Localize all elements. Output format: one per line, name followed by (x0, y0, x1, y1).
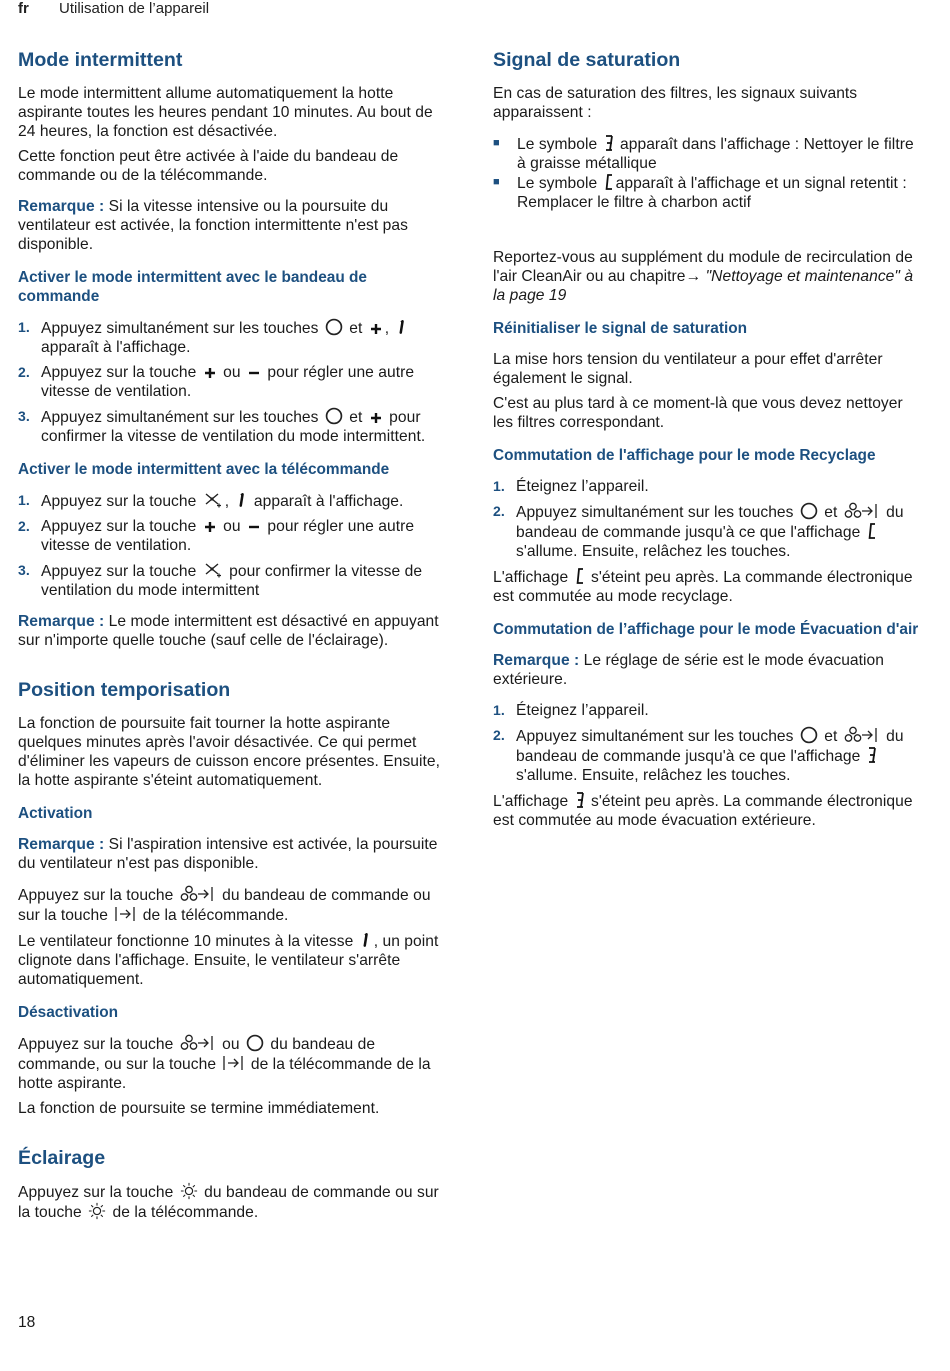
page-number: 18 (18, 1314, 36, 1331)
step-text: Appuyez sur la touche (41, 563, 197, 580)
list-item (18, 363, 450, 401)
page-header (18, 0, 209, 17)
delay-remote-icon (222, 1054, 244, 1072)
subheading-control-panel: Activer le mode intermittent avec le bandeau de commande (18, 269, 367, 305)
text: L'affichage (493, 569, 569, 586)
text: Le ventilateur fonctionne 10 minutes à la vitesse (18, 933, 354, 950)
list-item (493, 701, 925, 720)
paragraph (493, 248, 925, 305)
text: de la télécommande de la hotte aspirante. (18, 1056, 431, 1092)
step-number: 2. (18, 364, 30, 380)
right-column (493, 48, 925, 836)
text: Appuyez sur la touche (18, 1036, 174, 1053)
fan-delay-icon (844, 502, 880, 520)
text: Appuyez sur la touche (18, 1184, 174, 1201)
section-title-intermittent: Mode intermittent (18, 49, 183, 71)
intermittent-fan-icon (203, 491, 223, 509)
power-circle-icon (246, 1034, 264, 1052)
step-text: et (349, 320, 363, 337)
spacer (18, 656, 450, 678)
section-title-lighting: Éclairage (18, 1147, 106, 1169)
step-text: Appuyez sur la touche (41, 518, 197, 535)
paragraph: En cas de saturation des filtres, les signaux suivants apparaissent : (493, 85, 858, 121)
plus-icon (369, 322, 383, 336)
step-number: 1. (493, 478, 505, 494)
subheading-activation: Activation (18, 805, 93, 822)
list-item (493, 726, 925, 785)
step-text: du bandeau de commande jusqu'à ce que l'affichage (516, 728, 904, 765)
step-text: Éteignez l’appareil. (516, 478, 649, 495)
arrow-icon: → (685, 268, 702, 285)
text: s'éteint peu après. La commande électronique est commutée au mode évacuation extérieure. (493, 793, 913, 829)
grease-filter-symbol-icon (604, 134, 614, 152)
section-title-saturation: Signal de saturation (493, 49, 681, 71)
speed-level-one-icon (396, 318, 408, 336)
grease-filter-symbol-icon (575, 791, 585, 809)
step-text: Appuyez sur la touche (41, 364, 197, 381)
step-text: ou (223, 364, 241, 381)
list-item (18, 407, 450, 446)
paragraph: Le mode intermittent allume automatiquement la hotte aspirante toutes les heures pendant 10 minutes. Au bout de 24 heures, la fonction est désactivée. (18, 85, 433, 140)
subheading-deactivation: Désactivation (18, 1004, 119, 1021)
plus-icon (203, 520, 217, 534)
note (18, 612, 450, 650)
speed-level-one-icon (360, 931, 372, 949)
step-text: et (349, 409, 363, 426)
paragraph: La fonction de poursuite fait tourner la hotte aspirante quelques minutes après l'avoir désactivée. Ce qui permet d'éliminer les vapeurs de cuisson encore présentes. Ensuite, la hotte aspirante s'éteint automatiquement. (18, 715, 441, 789)
language-code: fr (18, 0, 29, 17)
subheading-recirculation: Commutation de l'affichage pour le mode Recyclage (493, 447, 876, 464)
paragraph (18, 1182, 450, 1222)
note-text: Si l'aspiration intensive est activée, la poursuite du ventilateur n'est pas disponible. (18, 836, 438, 872)
note (493, 651, 925, 689)
text: s'éteint peu après. La commande électronique est commutée au mode recyclage. (493, 569, 913, 605)
spacer (493, 218, 925, 248)
step-number: 3. (18, 562, 30, 578)
subheading-remote: Activer le mode intermittent avec la télécommande (18, 461, 390, 478)
step-text: Appuyez simultanément sur les touches (41, 320, 319, 337)
list-item (18, 318, 450, 357)
list-item (18, 491, 450, 511)
plus-icon (369, 411, 383, 425)
step-text: du bandeau de commande jusqu'à ce que l'affichage (516, 504, 904, 541)
step-text: pour confirmer la vitesse de ventilation du mode intermittent (41, 563, 423, 599)
step-text: apparaît à l'affichage. (41, 339, 191, 356)
power-circle-icon (325, 407, 343, 425)
note-label: Remarque : (493, 652, 580, 669)
carbon-filter-symbol-icon (575, 567, 585, 585)
step-text: pour régler une autre vitesse de ventilation. (41, 518, 415, 554)
paragraph (493, 567, 925, 606)
paragraph: Cette fonction peut être activée à l'aide du bandeau de commande ou de la télécommande. (18, 148, 399, 184)
step-number: 2. (18, 518, 30, 534)
light-bulb-icon (180, 1182, 198, 1200)
carbon-filter-symbol-icon (604, 173, 614, 191)
steps-remote (18, 491, 450, 600)
step-text: et (824, 728, 838, 745)
list-item (18, 561, 450, 600)
steps-control-panel (18, 318, 450, 446)
text: du bandeau de commande ou sur la touche (18, 887, 431, 924)
text: de la télécommande. (112, 1204, 259, 1221)
step-number: 1. (18, 492, 30, 508)
grease-filter-symbol-icon (867, 746, 877, 764)
step-text: , (224, 493, 230, 510)
note (18, 835, 450, 873)
steps-exhaust (493, 701, 925, 785)
step-number: 1. (493, 702, 505, 718)
text: Appuyez sur la touche (18, 887, 174, 904)
cross-reference-link[interactable]: "Nettoyage et maintenance" à la page 19 (493, 268, 914, 304)
plus-icon (203, 366, 217, 380)
list-item (493, 173, 925, 212)
list-item (493, 502, 925, 561)
step-number: 2. (493, 727, 505, 743)
text: L'affichage (493, 793, 569, 810)
subheading-reset-signal: Réinitialiser le signal de saturation (493, 320, 748, 337)
paragraph (493, 791, 925, 830)
list-item (493, 477, 925, 496)
list-item (18, 517, 450, 555)
carbon-filter-symbol-icon (867, 522, 877, 540)
saturation-signal-list (493, 134, 925, 212)
step-text: , (384, 320, 390, 337)
subheading-exhaust: Commutation de l’affichage pour le mode Évacuation d'air (493, 621, 919, 638)
fan-delay-icon (180, 885, 216, 903)
delay-remote-icon (114, 905, 136, 923)
step-text: ou (223, 518, 241, 535)
step-text: pour confirmer la vitesse de ventilation du mode intermittent. (41, 409, 426, 445)
note-label: Remarque : (18, 613, 105, 630)
paragraph (18, 1034, 450, 1093)
power-circle-icon (800, 502, 818, 520)
step-text: s'allume. Ensuite, relâchez les touches. (516, 767, 791, 784)
bullet-icon: ■ (493, 176, 500, 188)
step-number: 2. (493, 503, 505, 519)
list-item (493, 134, 925, 173)
text: Le symbole (517, 175, 598, 192)
paragraph (18, 885, 450, 925)
note-label: Remarque : (18, 198, 105, 215)
text: Le symbole (517, 136, 598, 153)
paragraph: La mise hors tension du ventilateur a pour effet d'arrêter également le signal. (493, 351, 883, 387)
step-text: apparaît à l'affichage. (253, 493, 404, 510)
steps-recirculation (493, 477, 925, 561)
note-text: Le mode intermittent est désactivé en appuyant sur n'importe quelle touche (sauf celle de l'éclairage). (18, 613, 439, 649)
intermittent-fan-icon (203, 561, 223, 579)
note-text: Si la vitesse intensive ou la poursuite du ventilateur est activée, la fonction intermittente n'est pas disponible. (18, 198, 408, 253)
power-circle-icon (800, 726, 818, 744)
step-text: Appuyez simultanément sur les touches (516, 728, 794, 745)
text: ou (222, 1036, 240, 1053)
spacer (18, 1124, 450, 1146)
text: apparaît à l'affichage et un signal retentit : Remplacer le filtre à charbon actif (517, 175, 907, 211)
text: Reportez-vous au supplément du module de recirculation de l'air CleanAir ou au chapitre (493, 249, 913, 285)
paragraph: La fonction de poursuite se termine immédiatement. (18, 1100, 380, 1117)
light-bulb-icon (88, 1202, 106, 1220)
section-title-delay: Position temporisation (18, 679, 231, 701)
step-text: pour régler une autre vitesse de ventilation. (41, 364, 415, 400)
text: du bandeau de commande, ou sur la touche (18, 1036, 376, 1073)
text: du bandeau de commande ou sur la touche (18, 1184, 439, 1221)
paragraph (18, 931, 450, 989)
step-number: 1. (18, 319, 30, 335)
chapter-title: Utilisation de l’appareil (59, 0, 210, 17)
fan-delay-icon (844, 726, 880, 744)
step-text: et (824, 504, 838, 521)
minus-icon (247, 520, 261, 534)
step-text: Appuyez simultanément sur les touches (516, 504, 794, 521)
text: de la télécommande. (142, 907, 289, 924)
step-text: Appuyez sur la touche (41, 493, 197, 510)
minus-icon (247, 366, 261, 380)
step-text: s'allume. Ensuite, relâchez les touches. (516, 543, 791, 560)
note-text: Le réglage de série est le mode évacuation extérieure. (493, 652, 884, 688)
step-text: Appuyez simultanément sur les touches (41, 409, 319, 426)
speed-level-one-icon (236, 491, 248, 509)
bullet-icon: ■ (493, 137, 500, 149)
note-label: Remarque : (18, 836, 105, 853)
step-number: 3. (18, 408, 30, 424)
power-circle-icon (325, 318, 343, 336)
text: , un point clignote dans l'affichage. Ensuite, le ventilateur s'arrête automatiquement. (18, 933, 439, 988)
fan-delay-icon (180, 1034, 216, 1052)
text: apparaît dans l'affichage : Nettoyer le filtre à graisse métallique (517, 136, 914, 172)
step-text: Éteignez l’appareil. (516, 702, 649, 719)
left-column (18, 48, 450, 1228)
paragraph: C'est au plus tard à ce moment-là que vous devez nettoyer les filtres correspondant. (493, 395, 903, 431)
note (18, 197, 450, 254)
